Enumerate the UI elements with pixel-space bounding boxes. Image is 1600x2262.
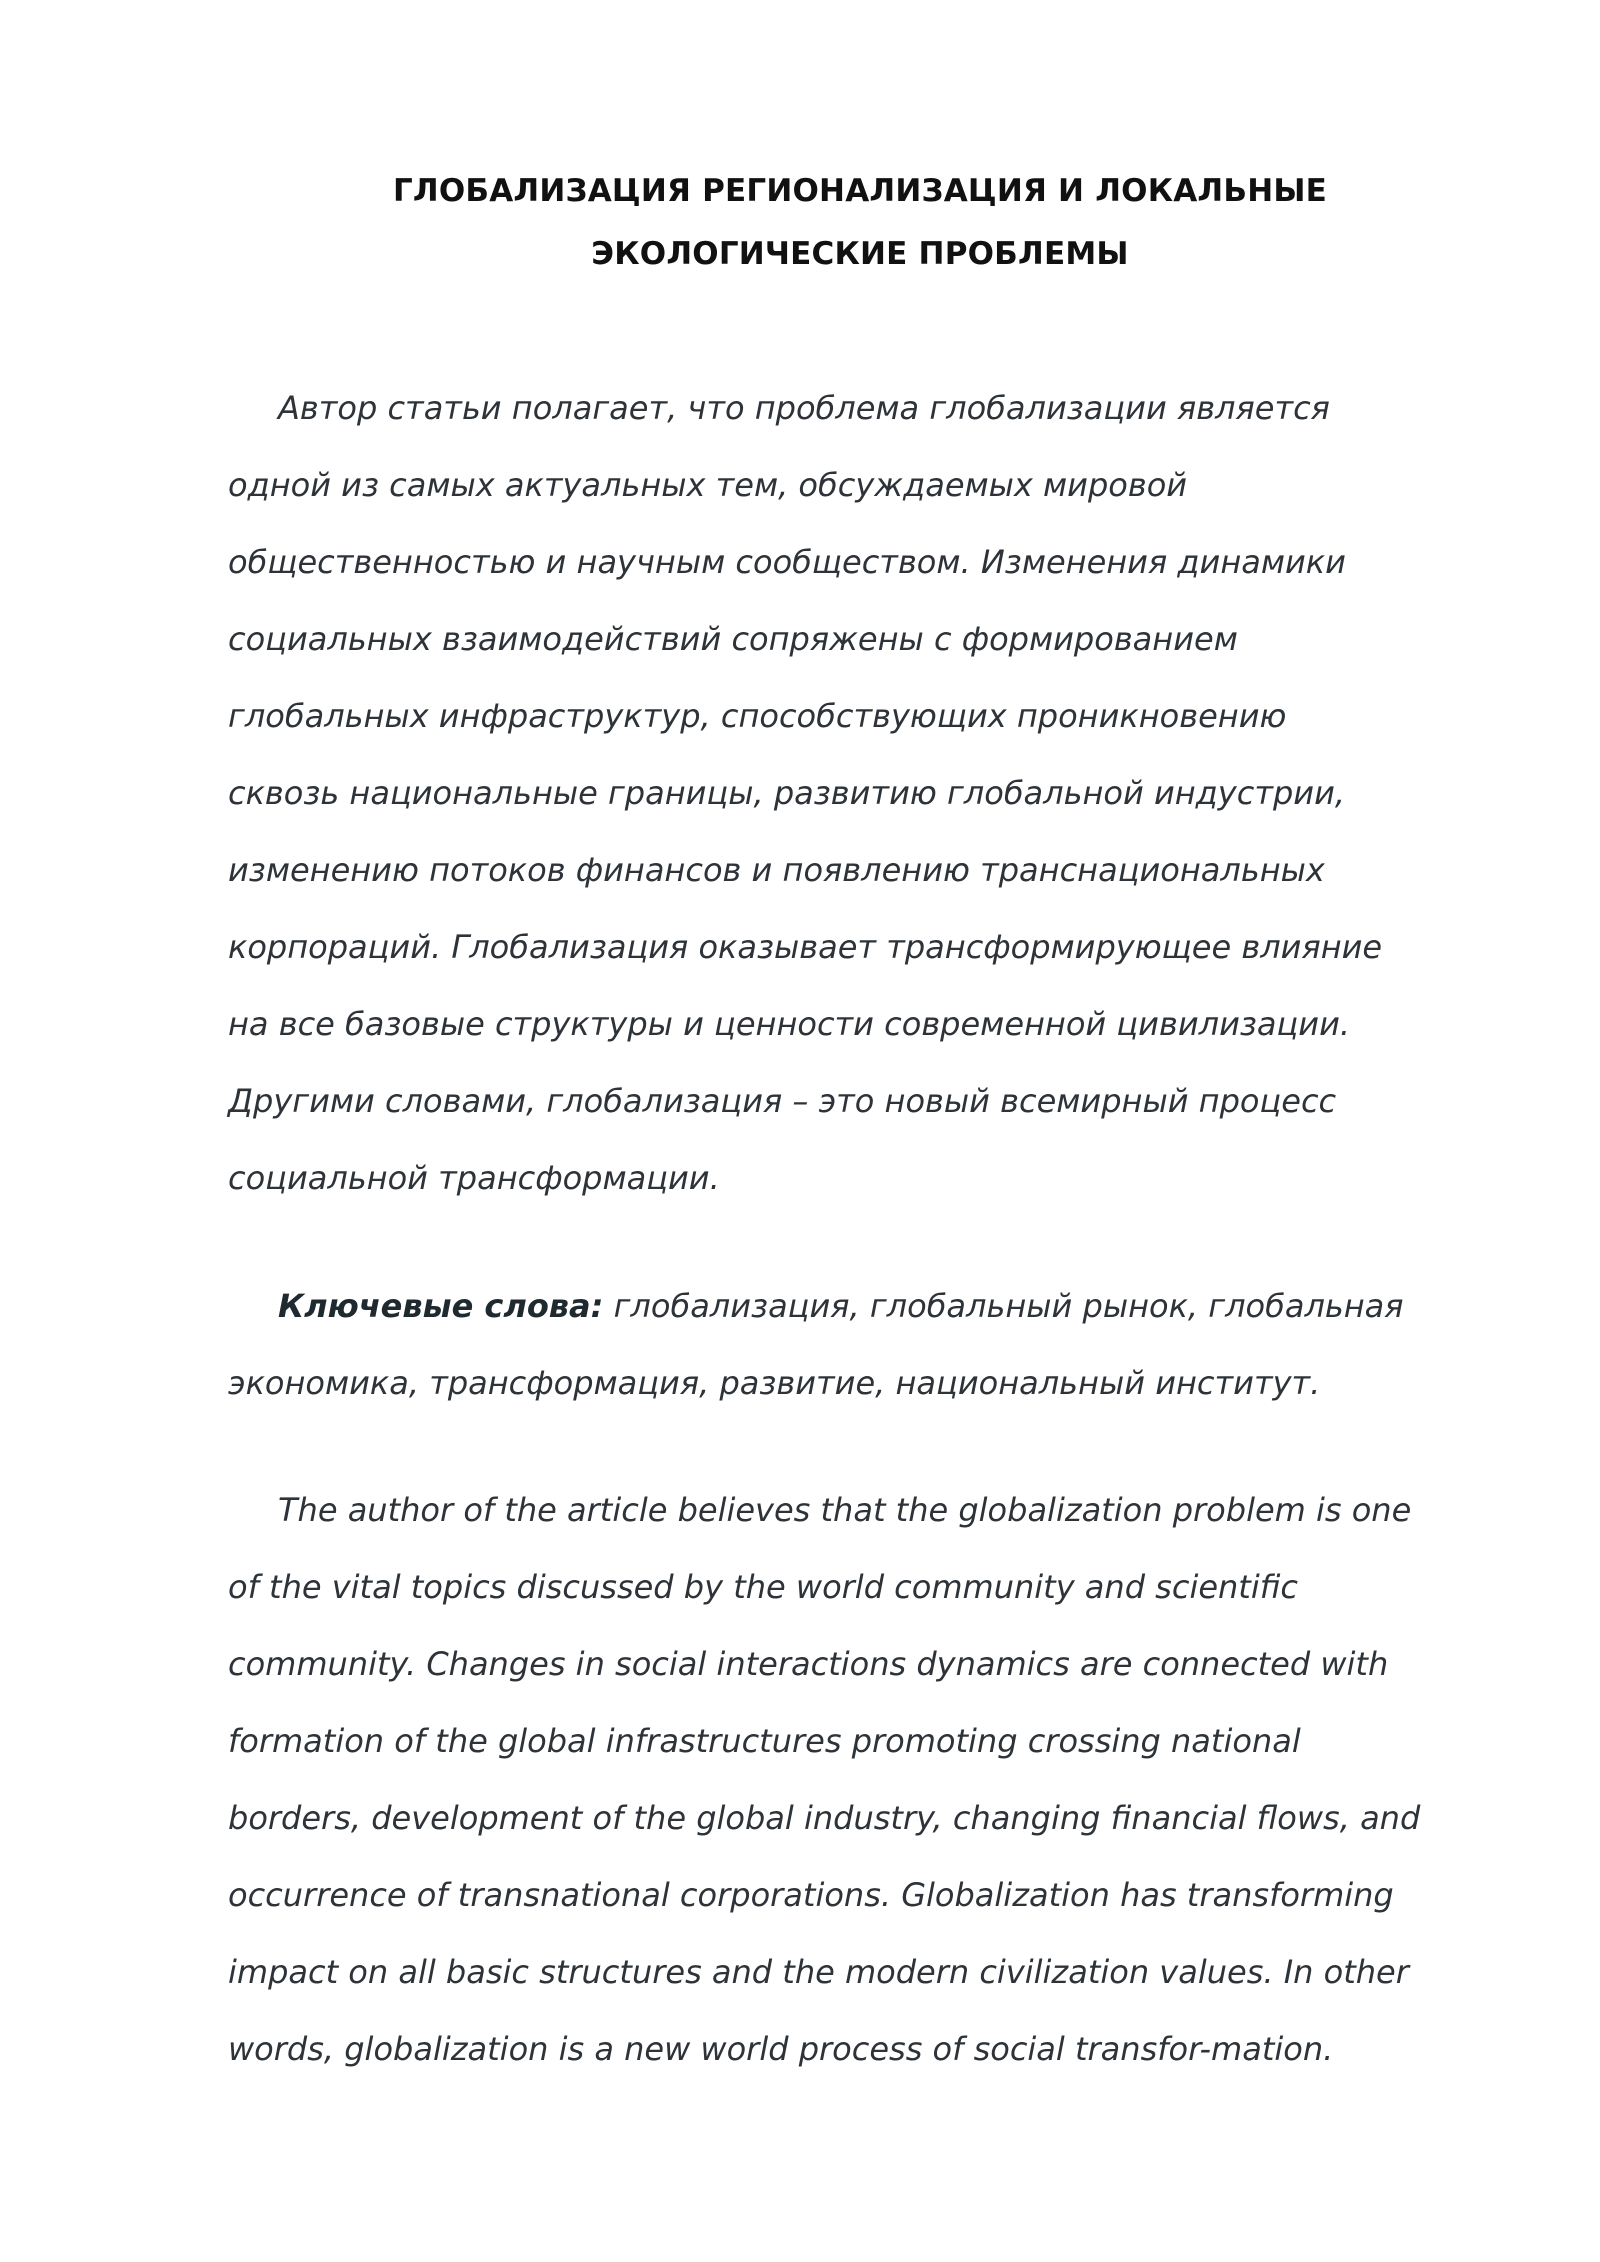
keywords-paragraph [228, 1268, 1490, 1422]
abstract-en-line: formation of the global infrastructures promoting crossing national [228, 1722, 1301, 1760]
abstract-en-line: words, globalization is a new world process of social transfor-mation. [228, 2030, 1334, 2068]
abstract-en-line: impact on all basic structures and the modern civilization values. In other [228, 1953, 1409, 1991]
abstract-en-line: borders, development of the global industry, changing financial flows, and [228, 1799, 1421, 1837]
abstract-english [228, 1472, 1490, 2088]
abstract-ru-line: корпораций. Глобализация оказывает трансформирующее влияние [228, 928, 1383, 966]
abstract-ru-line: Автор статьи полагает, что проблема глобализации является [278, 389, 1330, 427]
keywords-label: Ключевые слова: [278, 1287, 604, 1325]
abstract-en-line: of the vital topics discussed by the world community and scientific [228, 1568, 1298, 1606]
abstract-ru-line: социальных взаимодействий сопряжены с формированием [228, 620, 1238, 658]
abstract-en-line: The author of the article believes that the globalization problem is one [278, 1491, 1412, 1529]
article-title [230, 160, 1490, 286]
article-title-line-2: ЭКОЛОГИЧЕСКИЕ ПРОБЛЕМЫ [591, 236, 1129, 272]
keywords-text-1: глобализация, глобальный рынок, глобальная [603, 1287, 1404, 1325]
abstract-russian [228, 370, 1490, 1217]
abstract-ru-line: общественностью и научным сообществом. Изменения динамики [228, 543, 1346, 581]
abstract-ru-line: Другими словами, глобализация – это новый всемирный процесс [228, 1082, 1337, 1120]
abstract-en-line: community. Changes in social interactions dynamics are connected with [228, 1645, 1389, 1683]
abstract-ru-line: одной из самых актуальных тем, обсуждаемых мировой [228, 466, 1188, 504]
keywords-text-2: экономика, трансформация, развитие, национальный институт. [228, 1364, 1321, 1402]
abstract-ru-line: сквозь национальные границы, развитию глобальной индустрии, [228, 774, 1346, 812]
abstract-ru-line: на все базовые структуры и ценности современной цивилизации. [228, 1005, 1351, 1043]
abstract-ru-line: глобальных инфраструктур, способствующих проникновению [228, 697, 1287, 735]
keywords-line-1 [228, 1268, 1490, 1345]
abstract-ru-line: изменению потоков финансов и появлению транснациональных [228, 851, 1325, 889]
abstract-ru-line: социальной трансформации. [228, 1159, 720, 1197]
abstract-en-line: occurrence of transnational corporations. Globalization has transforming [228, 1876, 1394, 1914]
article-title-line-1: ГЛОБАЛИЗАЦИЯ РЕГИОНАЛИЗАЦИЯ И ЛОКАЛЬНЫЕ [392, 173, 1328, 209]
